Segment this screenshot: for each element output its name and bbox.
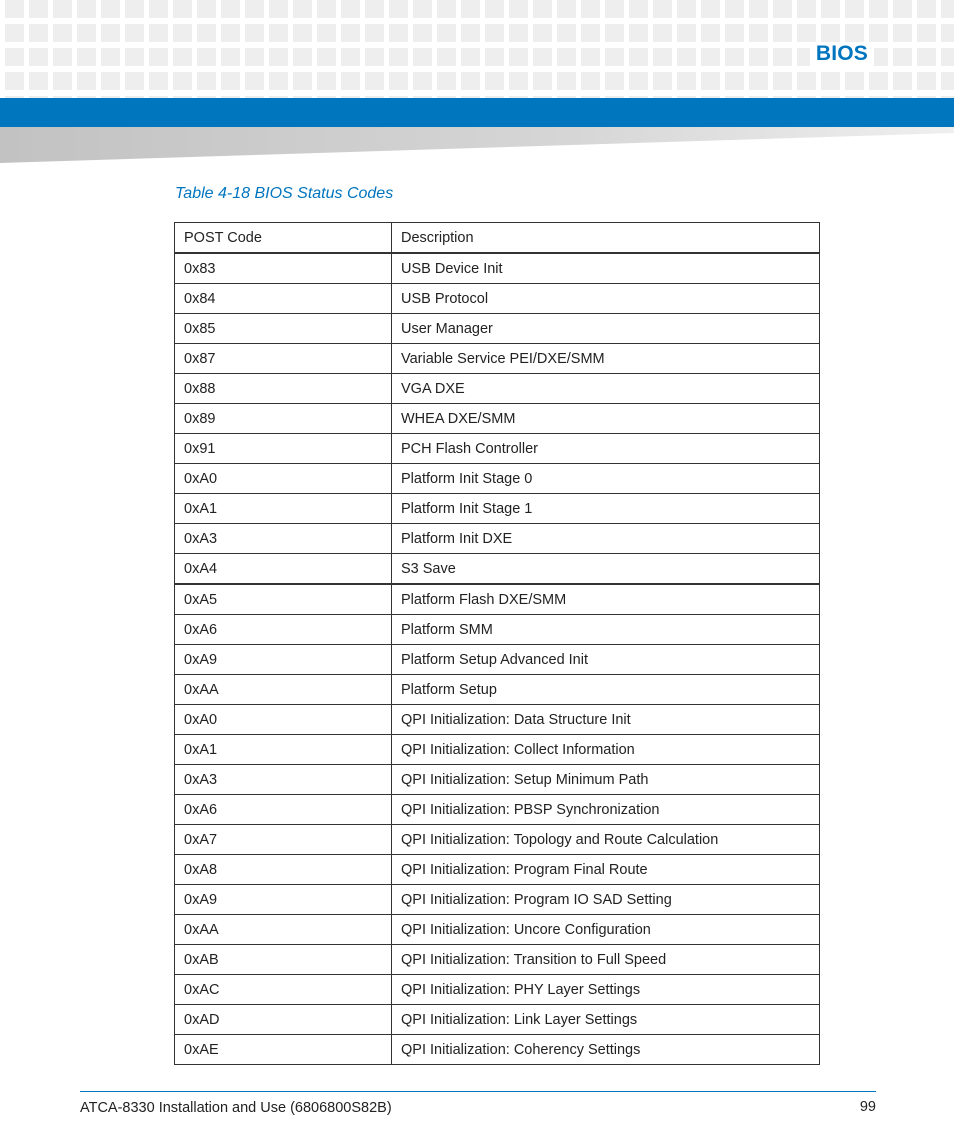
- table-row: [175, 735, 820, 765]
- post-code-cell: 0x84: [175, 284, 392, 314]
- post-code-cell: 0x89: [175, 404, 392, 434]
- post-code-cell: 0xAB: [175, 945, 392, 975]
- table-row: [175, 494, 820, 524]
- description-cell: QPI Initialization: Collect Information: [392, 735, 820, 765]
- description-cell: Platform SMM: [392, 615, 820, 645]
- table-header-row: [175, 223, 820, 254]
- description-cell: USB Protocol: [392, 284, 820, 314]
- footer-document-title: ATCA-8330 Installation and Use (6806800S82B): [80, 1100, 392, 1116]
- table-row: [175, 765, 820, 795]
- description-cell: Platform Init Stage 1: [392, 494, 820, 524]
- column-header-description: Description: [392, 223, 820, 254]
- table-row: [175, 705, 820, 735]
- table-row: [175, 615, 820, 645]
- table-row: [175, 915, 820, 945]
- post-code-cell: 0xA5: [175, 584, 392, 615]
- post-code-cell: 0xA6: [175, 795, 392, 825]
- footer-rule: [80, 1091, 876, 1092]
- table-row: [175, 584, 820, 615]
- chapter-title: BIOS: [810, 42, 874, 66]
- description-cell: QPI Initialization: PHY Layer Settings: [392, 975, 820, 1005]
- description-cell: QPI Initialization: Transition to Full Speed: [392, 945, 820, 975]
- description-cell: USB Device Init: [392, 253, 820, 284]
- table-row: [175, 975, 820, 1005]
- description-cell: Platform Setup: [392, 675, 820, 705]
- post-code-cell: 0x88: [175, 374, 392, 404]
- post-code-cell: 0xA3: [175, 524, 392, 554]
- post-code-cell: 0xA3: [175, 765, 392, 795]
- column-header-post-code: POST Code: [175, 223, 392, 254]
- post-code-cell: 0xA4: [175, 554, 392, 585]
- table-row: [175, 885, 820, 915]
- description-cell: Platform Flash DXE/SMM: [392, 584, 820, 615]
- post-code-cell: 0x91: [175, 434, 392, 464]
- description-cell: QPI Initialization: Data Structure Init: [392, 705, 820, 735]
- table-row: [175, 795, 820, 825]
- table-row: [175, 554, 820, 585]
- table-row: [175, 253, 820, 284]
- header-grey-swoosh: [0, 127, 954, 163]
- description-cell: Platform Init Stage 0: [392, 464, 820, 494]
- table-row: [175, 1035, 820, 1065]
- post-code-cell: 0xA7: [175, 825, 392, 855]
- table-row: [175, 945, 820, 975]
- post-code-cell: 0x85: [175, 314, 392, 344]
- table-row: [175, 434, 820, 464]
- table-row: [175, 524, 820, 554]
- post-code-cell: 0xAA: [175, 675, 392, 705]
- description-cell: QPI Initialization: Topology and Route Calculation: [392, 825, 820, 855]
- table-row: [175, 855, 820, 885]
- description-cell: Platform Setup Advanced Init: [392, 645, 820, 675]
- post-code-cell: 0xAD: [175, 1005, 392, 1035]
- bios-status-codes-table: [174, 222, 820, 1065]
- post-code-cell: 0x83: [175, 253, 392, 284]
- table-row: [175, 284, 820, 314]
- header-blue-band: [0, 98, 954, 127]
- post-code-cell: 0xA0: [175, 464, 392, 494]
- post-code-cell: 0x87: [175, 344, 392, 374]
- table-row: [175, 404, 820, 434]
- post-code-cell: 0xA0: [175, 705, 392, 735]
- description-cell: PCH Flash Controller: [392, 434, 820, 464]
- post-code-cell: 0xA1: [175, 494, 392, 524]
- description-cell: QPI Initialization: Program Final Route: [392, 855, 820, 885]
- post-code-cell: 0xAA: [175, 915, 392, 945]
- description-cell: Variable Service PEI/DXE/SMM: [392, 344, 820, 374]
- description-cell: QPI Initialization: PBSP Synchronization: [392, 795, 820, 825]
- description-cell: QPI Initialization: Program IO SAD Setting: [392, 885, 820, 915]
- table-row: [175, 675, 820, 705]
- description-cell: Platform Init DXE: [392, 524, 820, 554]
- table-row: [175, 374, 820, 404]
- post-code-cell: 0xA8: [175, 855, 392, 885]
- table-body: [175, 223, 820, 1065]
- post-code-cell: 0xA1: [175, 735, 392, 765]
- post-code-cell: 0xAC: [175, 975, 392, 1005]
- description-cell: QPI Initialization: Uncore Configuration: [392, 915, 820, 945]
- table-row: [175, 645, 820, 675]
- table-row: [175, 464, 820, 494]
- post-code-cell: 0xA9: [175, 885, 392, 915]
- description-cell: S3 Save: [392, 554, 820, 585]
- description-cell: User Manager: [392, 314, 820, 344]
- post-code-cell: 0xA6: [175, 615, 392, 645]
- description-cell: QPI Initialization: Link Layer Settings: [392, 1005, 820, 1035]
- table-row: [175, 344, 820, 374]
- description-cell: QPI Initialization: Coherency Settings: [392, 1035, 820, 1065]
- table-row: [175, 825, 820, 855]
- table-row: [175, 1005, 820, 1035]
- post-code-cell: 0xAE: [175, 1035, 392, 1065]
- footer-page-number: 99: [859, 1099, 876, 1115]
- description-cell: VGA DXE: [392, 374, 820, 404]
- description-cell: QPI Initialization: Setup Minimum Path: [392, 765, 820, 795]
- post-code-cell: 0xA9: [175, 645, 392, 675]
- description-cell: WHEA DXE/SMM: [392, 404, 820, 434]
- table-caption: Table 4-18 BIOS Status Codes: [175, 185, 394, 202]
- table-row: [175, 314, 820, 344]
